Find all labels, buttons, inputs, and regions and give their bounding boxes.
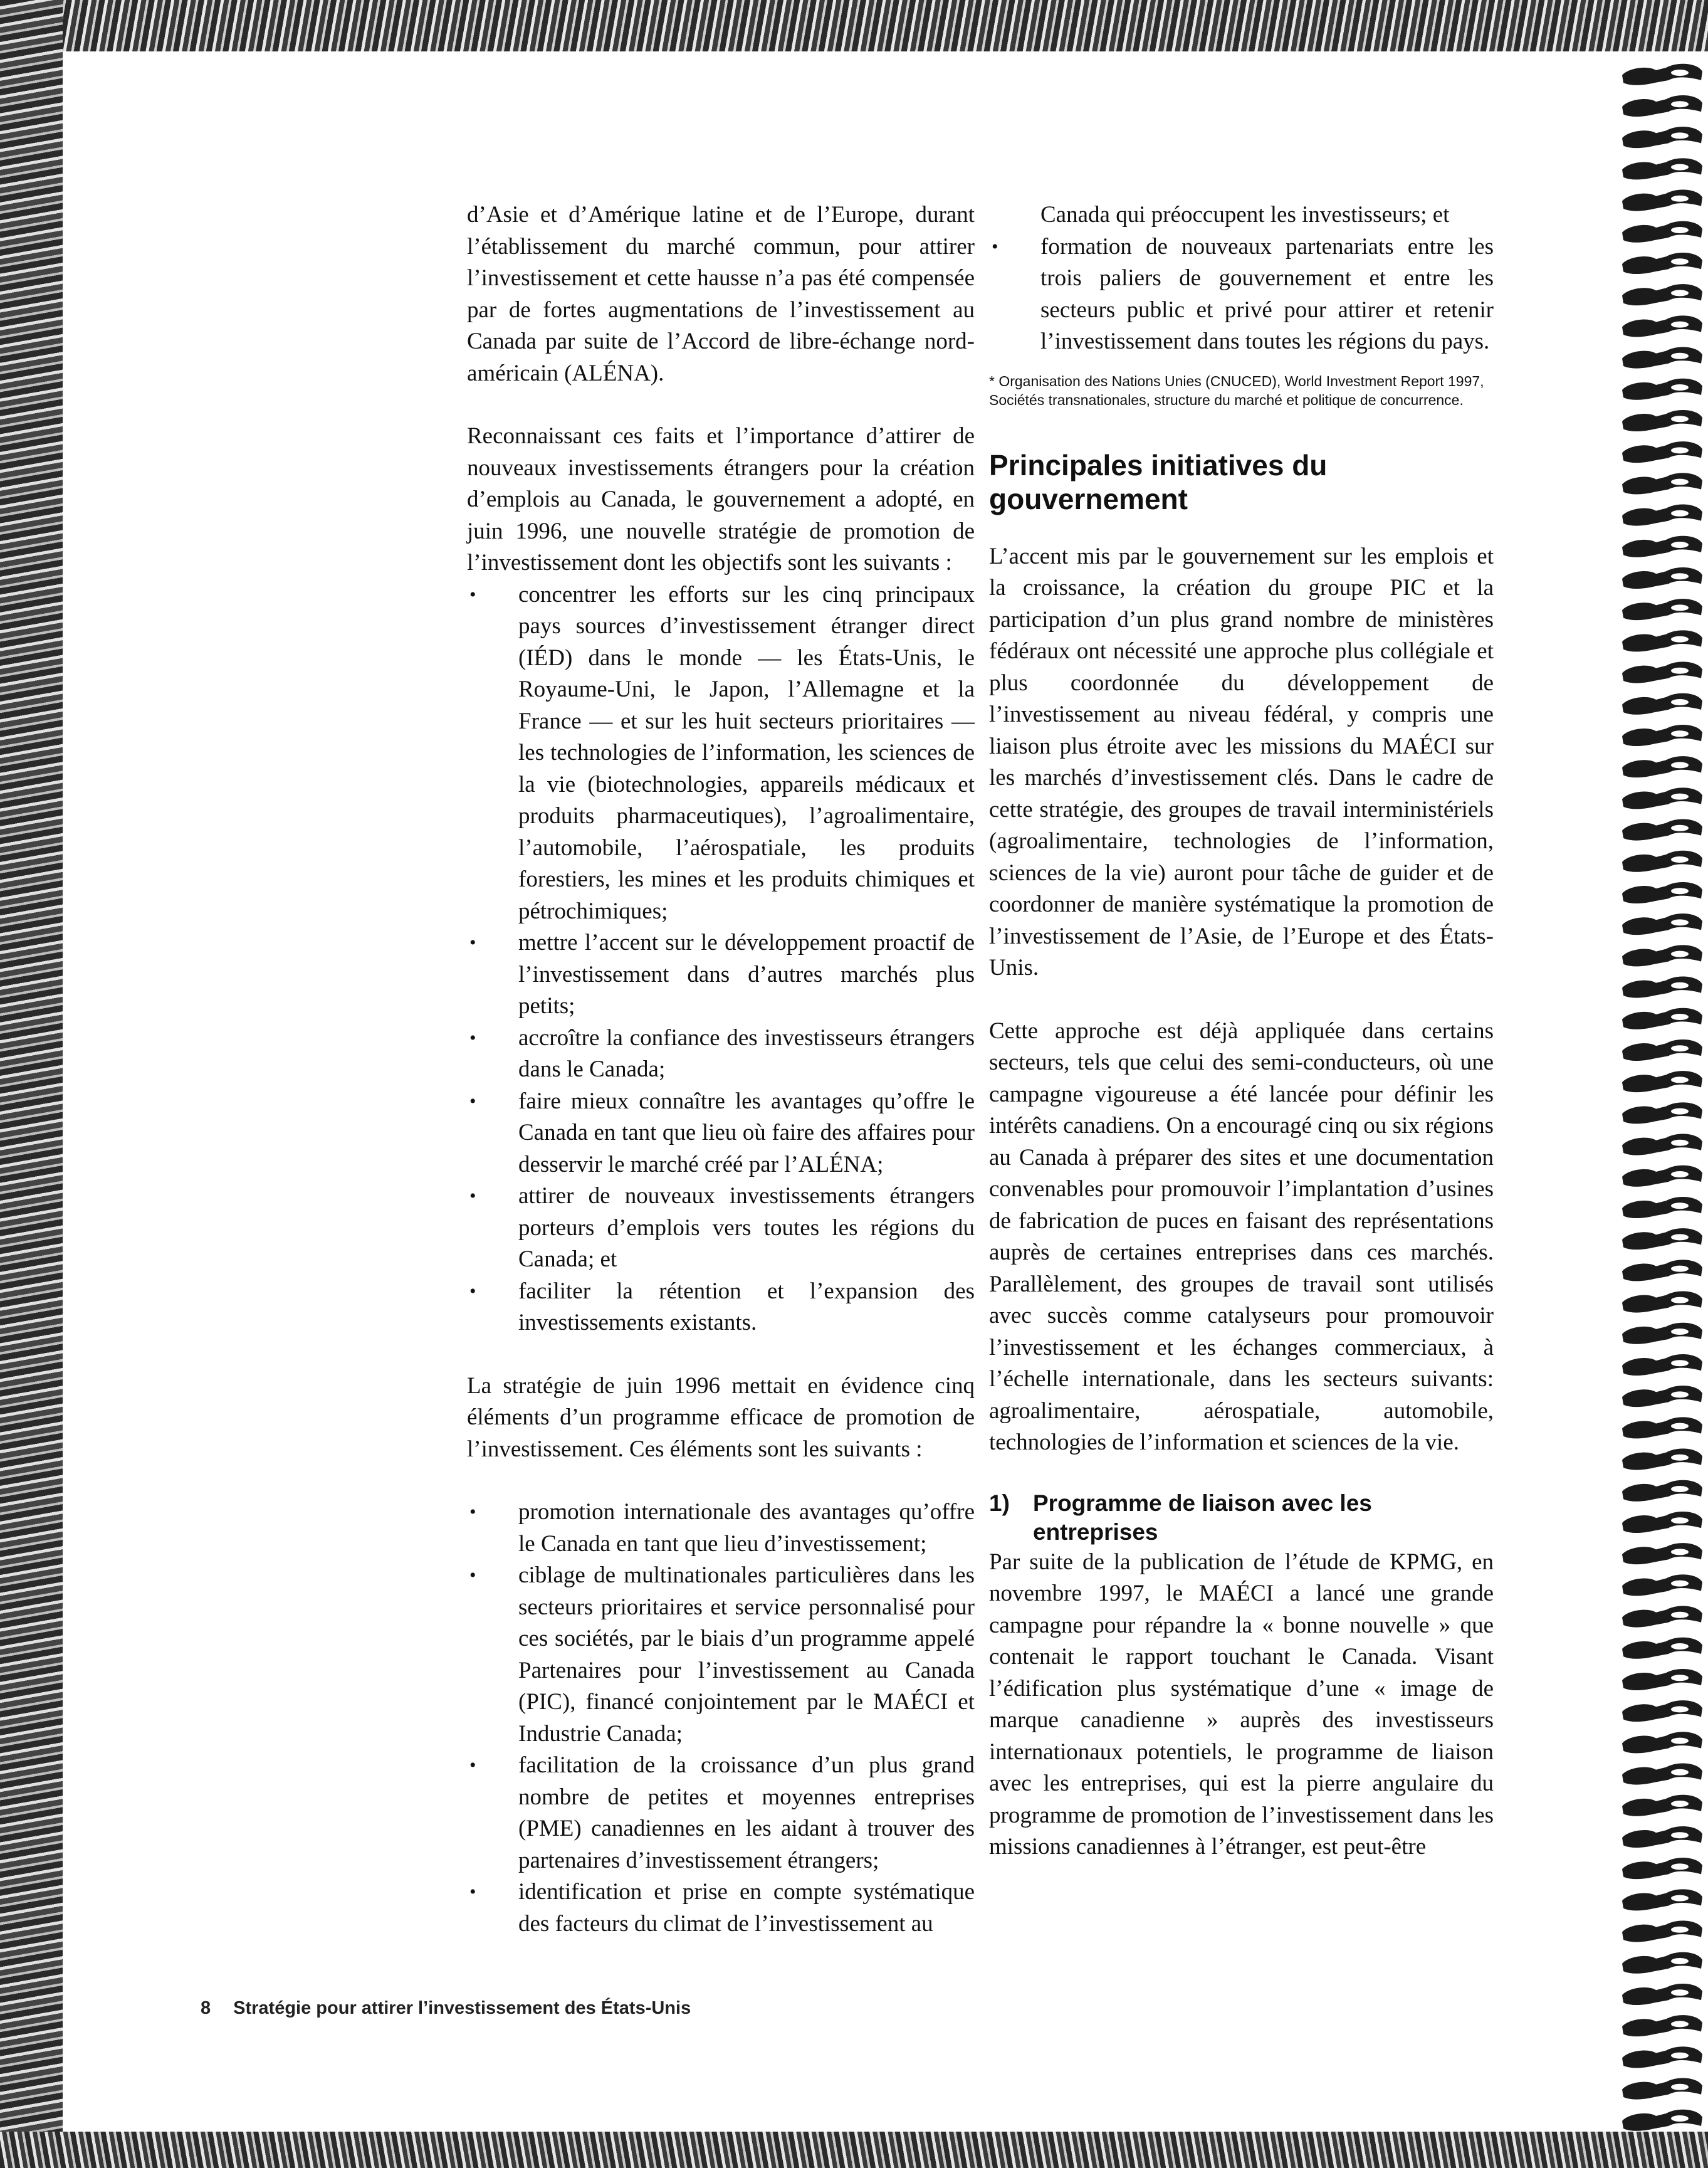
binding-coil <box>1622 567 1702 589</box>
binding-coil <box>1622 1606 1702 1628</box>
binding-coil <box>1622 1449 1702 1470</box>
binding-coil <box>1622 1228 1702 1250</box>
binding-coil <box>1622 2015 1702 2036</box>
binding-coil <box>1622 1134 1702 1155</box>
binding-coil <box>1622 1669 1702 1690</box>
binding-coil <box>1622 1039 1702 1061</box>
list-item: • accroître la confiance des investisseurs étrangers dans le Canada; <box>467 1023 975 1086</box>
binding-coil <box>1622 536 1702 557</box>
binding-coil <box>1622 1858 1702 1879</box>
binding-coil <box>1622 2078 1702 2100</box>
binding-coil <box>1622 1480 1702 1502</box>
binding-coil <box>1622 693 1702 715</box>
strategy-paragraph: Reconnaissant ces faits et l’importance d’attirer de nouveaux investissements étrangers pour la création d’emplois au Canada, le gouvernement a adopté, en juin 1996, une nouvelle stratégie de promotion de l’investissement dont les objectifs sont les suivants : <box>467 423 975 576</box>
list-item: • formation de nouveaux partenariats entre les trois paliers de gouvernement et entre les secteurs public et privé pour attirer et retenir l’investissement dans toutes les régions du pays. <box>989 231 1494 358</box>
intro-paragraph: d’Asie et d’Amérique latine et de l’Europe, durant l’établissement du marché commun, pour attirer l’investissement et cette hausse n’a pas été compensée par de fortes augmentations de l’investissement au Canada par suite de l’Accord de libre-échange nord-américain (ALÉNA). <box>467 202 975 386</box>
running-title: Stratégie pour attirer l’investissement des États-Unis <box>233 1998 691 2018</box>
binding-coil <box>1622 977 1702 998</box>
scan-edge-bottom <box>0 2132 1708 2168</box>
binding-coil <box>1622 505 1702 526</box>
page-footer <box>201 1998 691 2019</box>
binding-coil <box>1622 1700 1702 1722</box>
scan-edge-top <box>0 0 1708 51</box>
binding-coil <box>1622 913 1702 935</box>
binding-coil <box>1622 1512 1702 1533</box>
section-heading: Principales initiatives du gouvernement <box>989 448 1328 515</box>
binding-coil <box>1622 441 1702 463</box>
subsection-number: 1) <box>989 1490 1010 1516</box>
binding-coil <box>1622 1889 1702 1910</box>
binding-coil <box>1622 1764 1702 1785</box>
binding-coil <box>1622 819 1702 841</box>
initiatives-paragraph: L’accent mis par le gouvernement sur les emplois et la croissance, la création du groupe PIC et la participation d’un plus grand nombre de ministères fédéraux ont nécessité une approche plus collégiale et plus coordonnée du développement de l’investissement au niveau fédéral, y compris une liaison plus étroite avec les missions du MAÉCI sur les marchés d’investissement clés. Dans le cadre de cette stratégie, des groupes de travail interministériels (agroalimentaire, technologies de l’information, sciences de la vie) auront pour tâche de guider et de coordonner de manière systématique la promotion de l’investissement de l’Asie, de l’Europe et des États-Unis. <box>989 543 1494 981</box>
binding-coil <box>1622 662 1702 683</box>
binding-coil <box>1622 599 1702 620</box>
binding-coil <box>1622 1574 1702 1596</box>
binding-coil <box>1622 1323 1702 1344</box>
binding-coil <box>1622 1732 1702 1753</box>
binding-coil <box>1622 1952 1702 1974</box>
elements-list-continued <box>989 199 1494 358</box>
binding-coil <box>1622 1166 1702 1187</box>
binding-coil <box>1622 1008 1702 1029</box>
binding-coil <box>1622 945 1702 966</box>
elements-paragraph: La stratégie de juin 1996 mettait en évidence cinq éléments d’un programme efficace de promotion de l’investissement. Ces éléments sont les suivants : <box>467 1372 975 1462</box>
binding-coil <box>1622 1984 1702 2005</box>
binding-coil <box>1622 315 1702 337</box>
binding-coil <box>1622 1386 1702 1407</box>
list-item-continued: Canada qui préoccupent les investisseurs; et <box>1040 202 1450 228</box>
binding-coil <box>1622 1354 1702 1376</box>
binding-coil <box>1622 1071 1702 1092</box>
binding-coil <box>1622 756 1702 777</box>
spiral-binding <box>1617 51 1708 2132</box>
binding-coil <box>1622 284 1702 305</box>
binding-coil <box>1622 1543 1702 1564</box>
binding-coil <box>1622 95 1702 117</box>
list-item: • concentrer les efforts sur les cinq principaux pays sources d’investissement étranger direct (IÉD) dans le monde — les États-Unis, le Royaume-Uni, le Japon, l’Allemagne et la France — et sur les huit secteurs prioritaires — les technologies de l’information, les sciences de la vie (biotechnologies, appareils médicaux et produits pharmaceutiques), l’agroalimentaire, l’automobile, l’aérospatiale, les produits forestiers, les mines et les produits chimiques et pétrochimiques; <box>467 579 975 928</box>
binding-coil <box>1622 1921 1702 1942</box>
binding-coil <box>1622 882 1702 903</box>
binding-coil <box>1622 158 1702 179</box>
binding-coil <box>1622 253 1702 274</box>
binding-coil <box>1622 1292 1702 1313</box>
binding-coil <box>1622 630 1702 651</box>
list-item: • mettre l’accent sur le développement proactif de l’investissement dans d’autres marchés plus petits; <box>467 927 975 1023</box>
footnote: * Organisation des Nations Unies (CNUCED), World Investment Report 1997, Sociétés transnationales, structure du marché et politique de concurrence. <box>989 372 1484 408</box>
list-item: • identification et prise en compte systématique des facteurs du climat de l’investissement au <box>467 1876 975 1940</box>
binding-coil <box>1622 1795 1702 1816</box>
binding-coil <box>1622 2046 1702 2068</box>
list-item: • promotion internationale des avantages qu’offre le Canada en tant que lieu d’investissement; <box>467 1497 975 1560</box>
binding-coil <box>1622 787 1702 809</box>
binding-coil <box>1622 2110 1702 2131</box>
spiral-coil-icon <box>1617 51 1708 2132</box>
list-item: • attirer de nouveaux investissements étrangers porteurs d’emplois vers toutes les régions du Canada; et <box>467 1181 975 1276</box>
binding-coil <box>1622 347 1702 369</box>
binding-coil <box>1622 725 1702 746</box>
elements-list <box>467 1497 975 1940</box>
objectives-list <box>467 579 975 1339</box>
binding-coil <box>1622 1826 1702 1848</box>
subsection-title: Programme de liaison avec les entreprises <box>1033 1490 1372 1545</box>
scan-edge-left <box>0 0 63 2168</box>
liaison-paragraph: Par suite de la publication de l’étude de KPMG, en novembre 1997, le MAÉCI a lancé une grande campagne pour répandre la « bonne nouvelle » que contenait le rapport touchant le Canada. Visant l’édification plus systématique d’une « image de marque canadienne » auprès des investisseurs internationaux potentiels, le programme de liaison avec les entreprises, qui est la pierre angulaire du programme de promotion de l’investissement dans les missions canadiennes à l’étranger, est peut-être <box>989 1549 1494 1860</box>
binding-coil <box>1622 1102 1702 1123</box>
binding-coil <box>1622 221 1702 243</box>
right-column <box>989 199 1494 1863</box>
binding-coil <box>1622 379 1702 400</box>
binding-coil <box>1622 1638 1702 1659</box>
binding-coil <box>1622 127 1702 148</box>
page-number: 8 <box>201 1998 211 2018</box>
subsection-heading <box>989 1489 1494 1547</box>
binding-coil <box>1622 1260 1702 1281</box>
list-item: • faciliter la rétention et l’expansion des investissements existants. <box>467 1276 975 1339</box>
binding-coil <box>1622 190 1702 211</box>
binding-coil <box>1622 851 1702 872</box>
list-item: • faire mieux connaître les avantages qu’offre le Canada en tant que lieu où faire des affaires pour desservir le marché créé par l’ALÉNA; <box>467 1086 975 1181</box>
approach-paragraph: Cette approche est déjà appliquée dans certains secteurs, tels que celui des semi-conducteurs, où une campagne vigoureuse a été lancée pour définir les intérêts canadiens. On a encouragé cinq ou six régions au Canada à préparer des sites et une documentation convenables pour promouvoir l’implantation d’usines de fabrication de puces en faisant des représentations auprès de certaines entreprises dans ces marchés. Parallèlement, des groupes de travail sont utilisés avec succès comme catalyseurs pour promouvoir l’investissement et les échanges commerciaux, à l’échelle internationale, dans les secteurs suivants: agroalimentaire, aérospatiale, automobile, technologies de l’information et sciences de la vie. <box>989 1018 1494 1455</box>
binding-coil <box>1622 410 1702 431</box>
list-item: • ciblage de multinationales particulières dans les secteurs prioritaires et service personnalisé pour ces sociétés, par le biais d’un programme appelé Partenaires pour l’investissement au Canada (PIC), financé conjointement par le MAÉCI et Industrie Canada; <box>467 1560 975 1750</box>
binding-coil <box>1622 1417 1702 1438</box>
list-item: • facilitation de la croissance d’un plus grand nombre de petites et moyennes entreprises (PME) canadiennes en les aidant à trouver des partenaires d’investissement étrangers; <box>467 1750 975 1876</box>
binding-coil <box>1622 64 1702 85</box>
binding-coil <box>1622 1197 1702 1218</box>
binding-coil <box>1622 473 1702 494</box>
left-column <box>467 199 975 1940</box>
